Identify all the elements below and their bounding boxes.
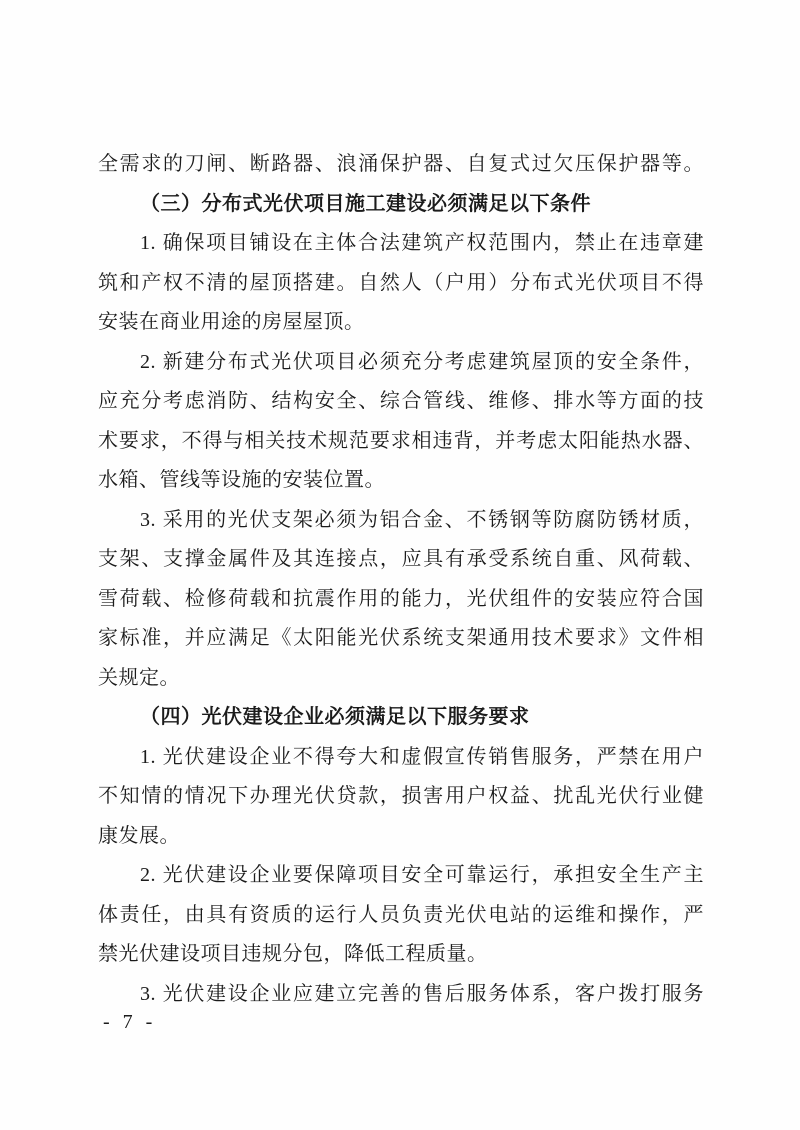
text-line: 不知情的情况下办理光伏贷款，损害用户权益、扰乱光伏行业健: [98, 785, 704, 807]
text-line: 禁光伏建设项目违规分包，降低工程质量。: [98, 943, 488, 965]
page-footer: [103, 1003, 156, 1043]
text-line: 术要求，不得与相关技术规范要求相违背，并考虑太阳能热水器、: [98, 429, 704, 452]
text-line: 关规定。: [98, 666, 180, 689]
text-line: 雪荷载、检修荷载和抗震作用的能力，光伏组件的安装应符合国: [98, 587, 704, 610]
text-line: 3. 采用的光伏支架必须为铝合金、不锈钢等防腐防锈材质，: [140, 508, 704, 531]
text-line: （三）分布式光伏项目施工建设必须满足以下条件: [140, 192, 591, 215]
text-line: 2. 光伏建设企业要保障项目安全可靠运行，承担安全生产主: [140, 864, 704, 886]
text-line: 全需求的刀闸、断路器、浪涌保护器、自复式过欠压保护器等。: [98, 153, 704, 175]
text-line: （四）光伏建设企业必须满足以下服务要求: [140, 706, 530, 728]
text-line: 1. 光伏建设企业不得夸大和虚假宣传销售服务，严禁在用户: [140, 745, 704, 768]
text-line: 筑和产权不清的屋顶搭建。自然人（户用）分布式光伏项目不得: [98, 271, 704, 294]
text-line: 支架、支撑金属件及其连接点，应具有承受系统自重、风荷载、: [98, 548, 704, 570]
text-line: 2. 新建分布式光伏项目必须充分考虑建筑屋顶的安全条件，: [140, 350, 704, 373]
text-line: 水箱、管线等设施的安装位置。: [98, 469, 385, 491]
text-line: 3. 光伏建设企业应建立完善的售后服务体系，客户拨打服务: [140, 982, 704, 1005]
text-line: 应充分考虑消防、结构安全、综合管线、维修、排水等方面的技: [98, 390, 704, 412]
text-line: 体责任，由具有资质的运行人员负责光伏电站的运维和操作，严: [98, 903, 704, 926]
text-line: 家标准，并应满足《太阳能光伏系统支架通用技术要求》文件相: [98, 627, 704, 649]
text-line: 康发展。: [98, 824, 180, 847]
text-line: 安装在商业用途的房屋屋顶。: [98, 311, 365, 333]
text-line: 1. 确保项目铺设在主体合法建筑产权范围内，禁止在违章建: [140, 232, 704, 254]
document-body: [98, 145, 704, 1014]
page-number: - 7 -: [103, 1011, 157, 1033]
